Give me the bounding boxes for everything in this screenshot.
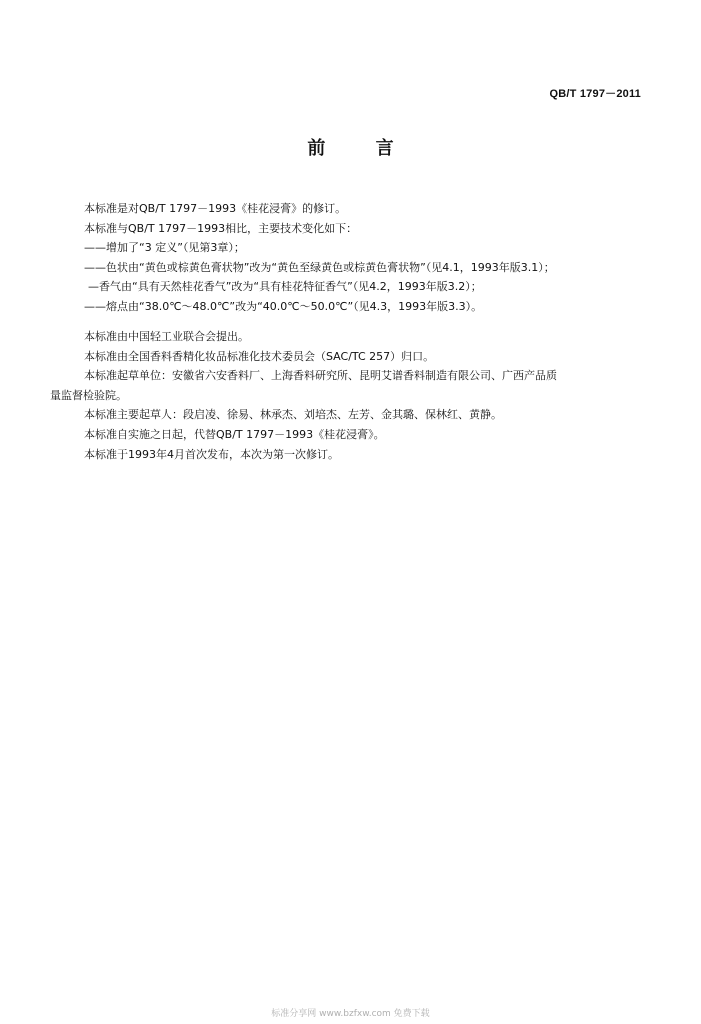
change-item: ——增加了“3 定义”（见第3章）； bbox=[84, 241, 245, 255]
intro-line: 本标准是对QB/T 1797－1993《桂花浸膏》的修订。 bbox=[84, 202, 347, 215]
page-title: 前 言 bbox=[307, 138, 416, 159]
drafters-line: 本标准主要起草人：段启凌、徐易、林承杰、刘培杰、左芳、金其璐、保林红、黄静。 bbox=[84, 408, 502, 422]
drafting-units-continuation: 量监督检验院。 bbox=[50, 388, 127, 402]
history-line: 本标准于1993年4月首次发布，本次为第一次修订。 bbox=[84, 447, 339, 461]
replaces-line: 本标准自实施之日起，代替QB/T 1797－1993《桂花浸膏》。 bbox=[84, 427, 385, 441]
drafting-units-line: 本标准起草单位：安徽省六安香料厂、上海香料研究所、昆明艾谱香料制造有限公司、广西产品质 bbox=[84, 369, 557, 383]
change-item: ——色状由“黄色或棕黄色膏状物”改为“黄色至绿黄色或棕黄色膏状物”（见4.1，1993年版3.1）； bbox=[84, 260, 555, 274]
footer-watermark: 标准分享网 www.bzfxw.com 免费下载 bbox=[271, 1009, 430, 1019]
revision-changes-section bbox=[62, 199, 642, 317]
centralized-by-line: 本标准由全国香料香精化妆品标准化技术委员会（SAC/TC 257）归口。 bbox=[84, 349, 435, 363]
standard-info-section bbox=[50, 327, 642, 464]
standard-code: QB/T 1797－2011 bbox=[549, 88, 641, 100]
proposed-by-line: 本标准由中国轻工业联合会提出。 bbox=[84, 330, 249, 343]
change-item: ——熔点由“38.0℃～48.0℃”改为“40.0℃～50.0℃”（见4.3，1993年版3.3）。 bbox=[84, 299, 483, 313]
change-item: —香气由“具有天然桂花香气”改为“具有桂花特征香气”（见4.2，1993年版3.2）； bbox=[88, 280, 482, 294]
intro-line: 本标准与QB/T 1797－1993相比，主要技术变化如下： bbox=[84, 221, 358, 235]
